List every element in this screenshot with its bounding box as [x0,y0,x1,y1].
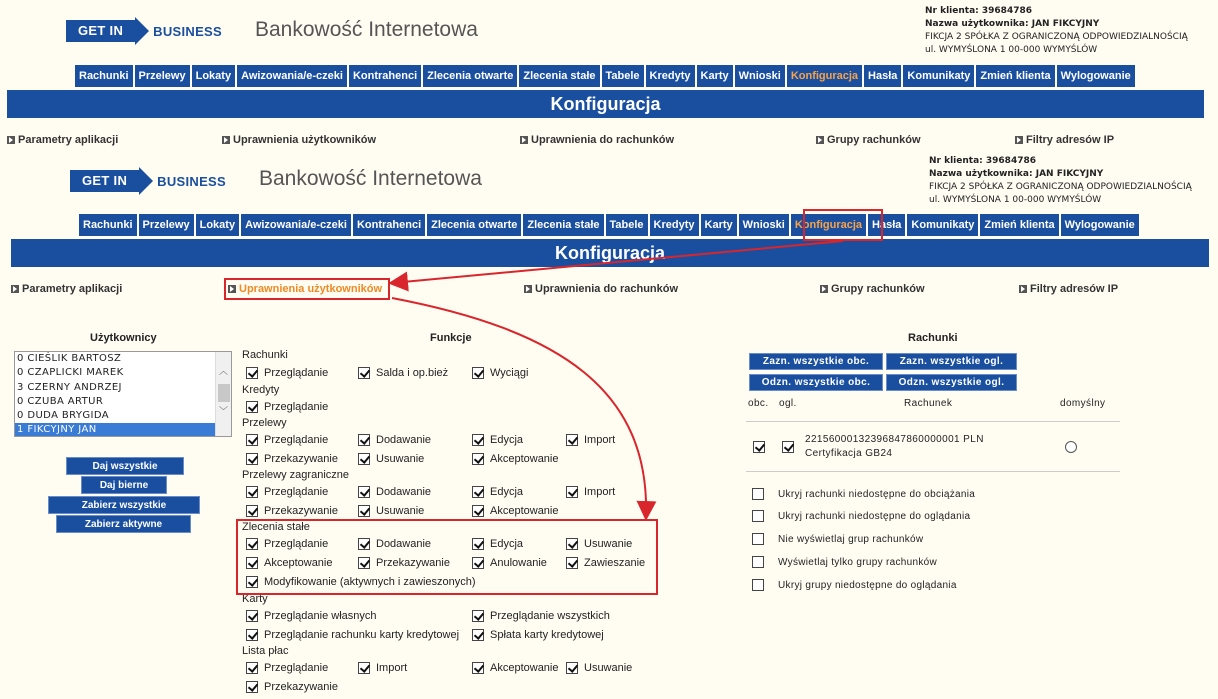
checkbox-label: Przeglądanie wszystkich [490,610,610,622]
checkbox-label: Ukryj rachunki niedostępne do obciążania [778,488,976,500]
checkbox[interactable] [358,453,370,465]
przelewy-zagr-import[interactable] [566,486,615,498]
client-info-2 [929,155,1192,207]
highlight-zlecenia-stale [236,519,658,595]
checkbox-label: Usuwanie [584,662,633,674]
col-rachunek: Rachunek [904,398,953,409]
bullet-icon [520,136,528,144]
nav-awizowania[interactable]: Awizowania/e-czeki [241,214,351,236]
checkbox-label: Import [376,662,408,674]
nav-karty[interactable]: Karty [701,214,737,236]
checkbox[interactable] [566,486,578,498]
checkbox-label: Dodawanie [376,538,432,550]
lista-plac-przekazywanie[interactable] [246,681,338,693]
checkbox-label: Przeglądanie [264,662,329,674]
checkbox-label: Przeglądanie [264,486,329,498]
checkbox[interactable] [752,510,764,522]
rachunki-przegladanie[interactable] [246,367,328,379]
checkbox-label: Import [584,486,616,498]
users-heading: Użytkownicy [90,332,157,344]
checkbox[interactable] [246,453,258,465]
checkbox[interactable] [472,367,484,379]
rachunki-wyciagi[interactable] [472,367,528,379]
client-nr-label: Nr klienta: [925,6,982,16]
checkbox[interactable] [753,441,765,453]
lista-plac-przegladanie[interactable] [246,662,328,674]
checkbox-label: Import [584,434,616,446]
option-ukryj-ogladania[interactable] [752,510,970,522]
group-lista-plac: Lista płac [242,645,289,657]
bullet-icon [524,285,532,293]
nav-wnioski[interactable]: Wnioski [739,214,789,236]
checkbox[interactable] [752,579,764,591]
checkbox-label: Przeglądanie własnych [264,610,377,622]
checkbox[interactable] [358,367,370,379]
checkbox-label: Przeglądanie [264,434,329,446]
checkbox[interactable] [472,662,484,674]
zabierz-aktywne-button[interactable]: Zabierz aktywne [56,515,191,533]
arrow-to-zlecenia [392,298,646,517]
highlight-uprawnienia [224,278,390,300]
account-default-radio[interactable] [1065,441,1077,453]
karty-splata[interactable] [472,629,604,641]
nav-zmien-klienta[interactable]: Zmień klienta [980,214,1058,236]
sublink-label: Grupy rachunków [831,283,925,295]
checkbox[interactable] [358,434,370,446]
checkbox[interactable] [358,486,370,498]
nav-rachunki[interactable]: Rachunki [79,214,137,236]
account-ogl-checkbox[interactable] [782,441,800,453]
divider [746,471,1120,472]
nav-konfiguracja[interactable]: Konfiguracja [787,65,862,87]
checkbox[interactable] [246,610,258,622]
przelewy-usuwanie[interactable] [358,453,424,465]
sublink-grupy[interactable] [816,134,921,146]
sublink-label: Filtry adresów IP [1026,134,1115,146]
nav-komunikaty[interactable]: Komunikaty [903,65,974,87]
bullet-icon [7,136,15,144]
col-ogl: ogl. [779,398,797,409]
client-name-label: Nazwa użytkownika: [925,19,1032,29]
section-title-bar-2: Konfiguracja [11,239,1209,267]
lista-plac-akceptowanie[interactable] [472,662,559,674]
sublink-label: Grupy rachunków [827,134,921,146]
scrollbar-thumb[interactable] [218,384,230,402]
checkbox[interactable] [566,662,578,674]
nav-tabele[interactable]: Tabele [602,65,644,87]
checkbox[interactable] [358,662,370,674]
list-item[interactable]: 0 CZAPLICKI MAREK [17,367,124,379]
functions-heading: Funkcje [430,332,472,344]
account-name: Certyfikacja GB24 [805,448,893,459]
nav-hasla[interactable]: Hasła [864,65,901,87]
client-nr: 39684786 [985,156,1036,166]
nav-komunikaty[interactable]: Komunikaty [907,214,978,236]
checkbox-label: Akceptowanie [490,662,559,674]
checkbox-label: Przeglądanie [264,401,329,413]
checkbox-label: Usuwanie [376,453,425,465]
list-item[interactable]: 0 CIEŚLIK BARTOSZ [17,353,122,364]
sublink-label: Filtry adresów IP [1030,283,1119,295]
client-nr-label: Nr klienta: [929,156,986,166]
checkbox[interactable] [472,629,484,641]
nav-wnioski[interactable]: Wnioski [735,65,785,87]
checkbox-label: Salda i op.bież [376,367,449,379]
checkbox-label: Usuwanie [376,505,425,517]
checkbox-label: Przeglądanie [264,367,329,379]
group-przelewy-zagraniczne: Przelewy zagraniczne [242,469,349,481]
client-name-label: Nazwa użytkownika: [929,169,1036,179]
checkbox[interactable] [246,367,258,379]
group-kredyty: Kredyty [242,384,280,396]
bullet-icon [11,285,19,293]
group-karty: Karty [242,593,268,605]
checkbox[interactable] [246,662,258,674]
checkbox[interactable] [472,486,484,498]
account-obc-checkbox[interactable] [753,441,771,453]
sublink-label: Uprawnienia do rachunków [535,283,679,295]
checkbox-label: Edycja [490,434,524,446]
przelewy-zagr-dodawanie[interactable] [358,486,431,498]
checkbox[interactable] [246,681,258,693]
odzn-ogl-button[interactable]: Odzn. wszystkie ogl. [886,374,1017,391]
checkbox-label: Ukryj grupy niedostępne do oglądania [778,579,957,591]
daj-bierne-button[interactable]: Daj bierne [81,476,167,494]
bullet-icon [820,285,828,293]
checkbox-label: Zawieszanie [584,557,646,569]
bank-logo-2 [70,167,226,195]
checkbox[interactable] [246,505,258,517]
list-item[interactable]: 0 CZUBA ARTUR [17,395,104,407]
client-address: ul. WYMYŚLONA 1 00-000 WYMYŚLÓW [929,195,1102,205]
checkbox-label: Modyfikowanie (aktywnych i zawieszonych) [264,576,476,588]
listbox-scrollbar[interactable] [215,352,231,436]
bank-title: Bankowość Internetowa [255,18,478,41]
client-company: FIKCJA 2 SPÓŁKA Z OGRANICZONĄ ODPOWIEDZIALNOŚCIĄ [929,182,1192,192]
zabierz-wszystkie-button[interactable]: Zabierz wszystkie [48,496,200,514]
sublink-label: Uprawnienia użytkowników [239,283,383,295]
bullet-icon [1015,136,1023,144]
przelewy-zagr-edycja[interactable] [472,486,523,498]
checkbox-label: Spłata karty kredytowej [490,629,604,641]
lista-plac-import[interactable] [358,662,407,674]
checkbox-label: Przeglądanie rachunku karty kredytowej [264,629,460,641]
checkbox[interactable] [472,434,484,446]
przelewy-zagr-przegladanie[interactable] [246,486,328,498]
nav-zlecenia-otwarte[interactable]: Zlecenia otwarte [427,214,521,236]
checkbox-label: Dodawanie [376,434,432,446]
checkbox-label: Edycja [490,538,524,550]
account-number: 22156000132396847860000001 PLN [805,434,984,445]
checkbox-label: Akceptowanie [490,505,559,517]
checkbox-label: Edycja [490,486,524,498]
nav-zlecenia-stale[interactable]: Zlecenia stałe [519,65,599,87]
przelewy-zagr-usuwanie[interactable] [358,505,424,517]
logo-business: BUSINESS [153,23,223,39]
bank-title-2: Bankowość Internetowa [259,167,482,190]
nav-zlecenia-stale[interactable]: Zlecenia stałe [523,214,603,236]
karty-przeglad-wszystkich[interactable] [472,610,610,622]
chevron-down-icon[interactable]: ﹀ [219,407,229,417]
nav-karty[interactable]: Karty [697,65,733,87]
group-przelewy: Przelewy [242,417,287,429]
main-nav-2 [79,214,1139,236]
bullet-icon [816,136,824,144]
checkbox-label: Anulowanie [490,557,547,569]
sublink-filtry[interactable] [1015,134,1114,146]
logo-get-in: GET IN [70,170,141,192]
chevron-up-icon[interactable]: ︿ [219,367,229,377]
checkbox-label: Wyświetlaj tylko grupy rachunków [778,556,938,568]
group-zlecenia-stale: Zlecenia stałe [242,521,310,533]
nav-kontrahenci[interactable]: Kontrahenci [349,65,421,87]
checkbox-label: Przeglądanie [264,538,329,550]
nav-zmien-klienta[interactable]: Zmień klienta [976,65,1054,87]
nav-rachunki[interactable]: Rachunki [75,65,133,87]
checkbox-label: Przekazywanie [264,505,338,517]
bullet-icon [222,136,230,144]
nav-lokaty[interactable]: Lokaty [196,214,239,236]
option-ukryj-obciazania[interactable] [752,488,975,500]
client-name: JAN FIKCYJNY [1035,169,1104,179]
nav-wylogowanie[interactable]: Wylogowanie [1061,214,1139,236]
nav-kredyty[interactable]: Kredyty [650,214,699,236]
przelewy-edycja[interactable] [472,434,523,446]
kredyty-przegladanie[interactable] [246,401,328,413]
rachunki-salda[interactable] [358,367,448,379]
daj-wszystkie-button[interactable]: Daj wszystkie [66,457,184,475]
przelewy-import[interactable] [566,434,615,446]
option-ukryj-grupy[interactable] [752,579,957,591]
checkbox[interactable] [752,556,764,568]
zazn-obc-button[interactable]: Zazn. wszystkie obc. [749,353,883,370]
divider [746,421,1120,422]
checkbox[interactable] [246,401,258,413]
client-info [925,5,1188,57]
przelewy-zagr-akceptowanie[interactable] [472,505,559,517]
sublink-parametry[interactable] [7,134,118,146]
checkbox-label: Akceptowanie [264,557,333,569]
sublink-label: Parametry aplikacji [18,134,119,146]
sublink-label: Uprawnienia do rachunków [531,134,675,146]
checkbox[interactable] [472,505,484,517]
checkbox[interactable] [246,629,258,641]
checkbox-label: Przekazywanie [264,453,338,465]
nav-lokaty[interactable]: Lokaty [192,65,235,87]
list-item[interactable]: 3 CZERNY ANDRZEJ [17,381,122,393]
checkbox-label: Dodawanie [376,486,432,498]
bullet-icon [1019,285,1027,293]
karty-przeglad-wlasnych[interactable] [246,610,377,622]
option-tylko-grupy[interactable] [752,556,937,568]
karty-przeglad-rachunku[interactable] [246,629,459,641]
checkbox-label: Ukryj rachunki niedostępne do oglądania [778,510,971,522]
przelewy-zagr-przekazywanie[interactable] [246,505,338,517]
accounts-heading: Rachunki [908,332,958,344]
group-rachunki: Rachunki [242,349,288,361]
section-title-bar: Konfiguracja [7,90,1204,118]
checkbox[interactable] [246,486,258,498]
sublink-label: Parametry aplikacji [22,283,123,295]
nav-wylogowanie[interactable]: Wylogowanie [1057,65,1135,87]
checkbox[interactable] [246,434,258,446]
logo-get-in: GET IN [66,20,137,42]
client-address: ul. WYMYŚLONA 1 00-000 WYMYŚLÓW [925,45,1098,55]
nav-zlecenia-otwarte[interactable]: Zlecenia otwarte [423,65,517,87]
sublink-uprawnienia-rachunkow[interactable] [520,134,674,146]
nav-kontrahenci[interactable]: Kontrahenci [353,214,425,236]
col-domyslny: domyślny [1060,398,1106,409]
checkbox[interactable] [752,533,764,545]
nav-konfiguracja[interactable]: Konfiguracja [791,214,866,236]
checkbox[interactable] [472,453,484,465]
nav-tabele[interactable]: Tabele [606,214,648,236]
odzn-obc-button[interactable]: Odzn. wszystkie obc. [749,374,883,391]
bank-logo [66,17,222,45]
checkbox[interactable] [782,441,794,453]
sublink-uprawnienia-rachunkow[interactable] [524,283,678,295]
lista-plac-usuwanie[interactable] [566,662,632,674]
nav-przelewy[interactable]: Przelewy [135,65,190,87]
users-listbox[interactable] [14,351,232,437]
main-nav [75,65,1135,87]
client-name: JAN FIKCYJNY [1031,19,1100,29]
client-nr: 39684786 [981,6,1032,16]
sublink-grupy[interactable] [820,283,925,295]
przelewy-dodawanie[interactable] [358,434,431,446]
checkbox-label: Nie wyświetlaj grup rachunków [778,533,924,545]
checkbox-label: Usuwanie [584,538,633,550]
checkbox-label: Wyciągi [490,367,529,379]
checkbox[interactable] [566,434,578,446]
zazn-ogl-button[interactable]: Zazn. wszystkie ogl. [886,353,1017,370]
checkbox[interactable] [472,610,484,622]
list-item-selected[interactable]: 1 FIKCYJNY JAN [15,423,216,437]
nav-hasla[interactable]: Hasła [868,214,905,236]
highlight-nav-konfiguracja [803,209,883,241]
sublink-parametry[interactable] [11,283,122,295]
nav-kredyty[interactable]: Kredyty [646,65,695,87]
list-item[interactable]: 0 DUDA BRYGIDA [17,410,110,422]
sublink-filtry[interactable] [1019,283,1118,295]
nav-awizowania[interactable]: Awizowania/e-czeki [237,65,347,87]
przelewy-przekazywanie[interactable] [246,453,338,465]
sublink-uprawnienia-uzytkownikow[interactable] [222,134,376,146]
option-nie-wyswietlaj-grup[interactable] [752,533,923,545]
nav-przelewy[interactable]: Przelewy [139,214,194,236]
sublink-label: Uprawnienia użytkowników [233,134,377,146]
col-obc: obc. [748,398,769,409]
checkbox[interactable] [752,488,764,500]
checkbox[interactable] [358,505,370,517]
logo-business: BUSINESS [157,173,227,189]
checkbox-label: Przekazywanie [376,557,450,569]
przelewy-przegladanie[interactable] [246,434,328,446]
checkbox-label: Przekazywanie [264,681,338,693]
checkbox-label: Akceptowanie [490,453,559,465]
client-company: FIKCJA 2 SPÓŁKA Z OGRANICZONĄ ODPOWIEDZIALNOŚCIĄ [925,32,1188,42]
przelewy-akceptowanie[interactable] [472,453,559,465]
